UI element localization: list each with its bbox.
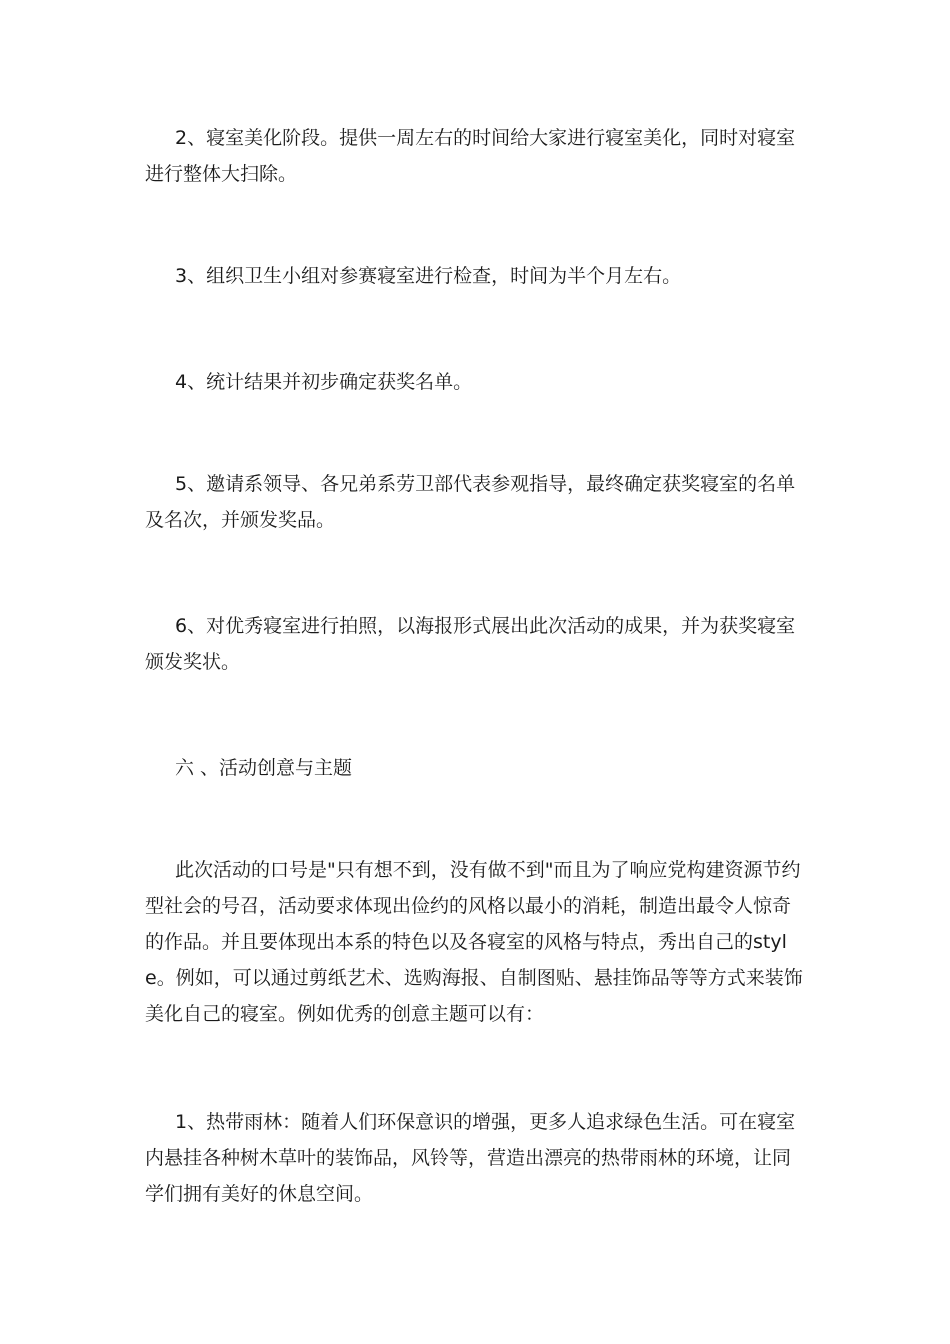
section-heading: 六 、活动创意与主题	[175, 757, 353, 779]
paragraph-step-2: 2、寝室美化阶段。提供一周左右的时间给大家进行寝室美化，同时对寝室进行整体大扫除。	[145, 127, 796, 185]
paragraph-step-4: 4、统计结果并初步确定获奖名单。	[175, 371, 473, 393]
paragraph-slogan: 此次活动的口号是"只有想不到，没有做不到"而且为了响应党构建资源节约型社会的号召，活动要求体现出俭约的风格以最小的消耗，制造出最令人惊奇的作品。并且要体现出本系的特色以及各寝室的风格与特点，秀出自己的style。例如，可以通过剪纸艺术、选购海报、自制图贴、悬挂饰品等等方式来装饰美化自己的寝室。例如优秀的创意主题可以有：	[145, 859, 803, 1025]
paragraph-step-5: 5、邀请系领导、各兄弟系劳卫部代表参观指导，最终确定获奖寝室的名单及名次，并颁发奖品。	[145, 473, 796, 531]
paragraph-step-3: 3、组织卫生小组对参赛寝室进行检查，时间为半个月左右。	[175, 265, 682, 287]
paragraph-theme-1: 1、热带雨林：随着人们环保意识的增强，更多人追求绿色生活。可在寝室内悬挂各种树木草叶的装饰品，风铃等，营造出漂亮的热带雨林的环境，让同学们拥有美好的休息空间。	[145, 1111, 796, 1205]
paragraph-step-6: 6、对优秀寝室进行拍照，以海报形式展出此次活动的成果，并为获奖寝室颁发奖状。	[145, 615, 796, 673]
